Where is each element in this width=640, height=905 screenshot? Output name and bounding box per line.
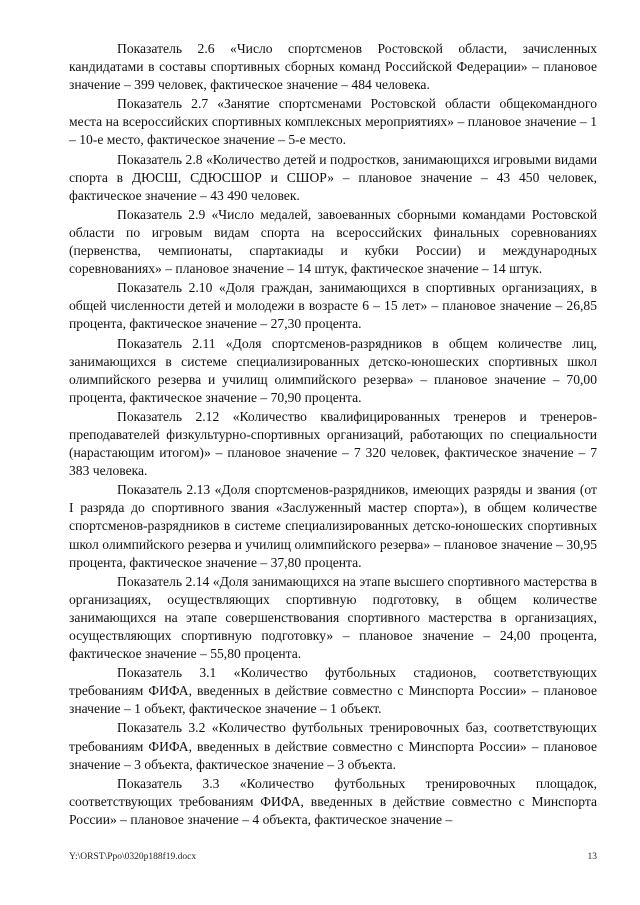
footer-page-number: 13 [587,852,597,862]
paragraph-indicator-2-11: Показатель 2.11 «Доля спортсменов-разрядников в общем количестве лиц, занимающихся в системе специализированных детско-юношеских спортивных школ олимпийского резерва и училищ олимпийского резерва» – плановое значение – 70,00 процента, фактическое значение – 70,90 процента. [69,335,597,405]
paragraph-indicator-2-14: Показатель 2.14 «Доля занимающихся на этапе высшего спортивного мастерства в организациях, осуществляющих спортивную подготовку, в общем количестве занимающихся на этапе совершенствования спортивного мастерства в организациях, осуществляющих спортивную подготовку» – плановое значение – 24,00 процента, фактическое значение – 55,80 процента. [69,573,597,662]
paragraph-indicator-3-1: Показатель 3.1 «Количество футбольных стадионов, соответствующих требованиям ФИФА, введенных в действие совместно с Минспорта России» – плановое значение – 1 объект, фактическое значение – 1 объект. [69,665,597,717]
paragraph-indicator-2-9: Показатель 2.9 «Число медалей, завоеванных сборными командами Ростовской области по игровым видам спорта на всероссийских финальных соревнованиях (первенства, чемпионаты, спартакиады и кубки России) и международных соревнованиях» – плановое значение – 14 штук, фактическое значение – 14 штук. [69,206,597,277]
paragraph-indicator-2-10: Показатель 2.10 «Доля граждан, занимающихся в спортивных организациях, в общей численности детей и молодежи в возрасте 6 – 15 лет» – плановое значение – 26,85 процента, фактическое значение – 27,30 процента. [69,280,597,332]
footer-file-path: Y:\ORST\Ppo\0320p188f19.docx [69,852,197,862]
paragraph-indicator-3-2: Показатель 3.2 «Количество футбольных тренировочных баз, соответствующих требованиям ФИФА, введенных в действие совместно с Минспорта России» – плановое значение – 3 объекта, фактическое значение – 3 объекта. [69,720,597,772]
paragraph-indicator-2-7: Показатель 2.7 «Занятие спортсменами Ростовской области общекомандного места на всероссийских спортивных комплексных мероприятиях» – плановое значение – 1 – 10-е место, фактическое значение – 5-е место. [69,96,597,148]
paragraph-indicator-3-3: Показатель 3.3 «Количество футбольных тренировочных площадок, соответствующих требованиям ФИФА, введенных в действие совместно с Минспорта России» – плановое значение – 4 объекта, фактическое значение – [69,775,597,827]
document-body [69,40,597,830]
paragraph-indicator-2-8: Показатель 2.8 «Количество детей и подростков, занимающихся игровыми видами спорта в ДЮСШ, СДЮСШОР и СШОР» – плановое значение – 43 450 человек, фактическое значение – 43 490 человек. [69,151,597,203]
paragraph-indicator-2-6: Показатель 2.6 «Число спортсменов Ростовской области, зачисленных кандидатами в составы спортивных сборных команд Российской Федерации» – плановое значение – 399 человек, фактическое значение – 484 человека. [69,41,597,93]
paragraph-indicator-2-12: Показатель 2.12 «Количество квалифицированных тренеров и тренеров-преподавателей физкультурно-спортивных организаций, работающих по специальности (нарастающим итогом)» – плановое значение – 7 320 человек, фактическое значение – 7 383 человека. [69,408,597,479]
paragraph-indicator-2-13: Показатель 2.13 «Доля спортсменов-разрядников, имеющих разряды и звания (от I разряда до спортивного звания «Заслуженный мастер спорта»), в общем количестве спортсменов-разрядников в системе специализированных детско-юношеских спортивных школ олимпийского резерва и училищ олимпийского резерва» – плановое значение – 30,95 процента, фактическое значение – 37,80 процента. [69,482,597,570]
